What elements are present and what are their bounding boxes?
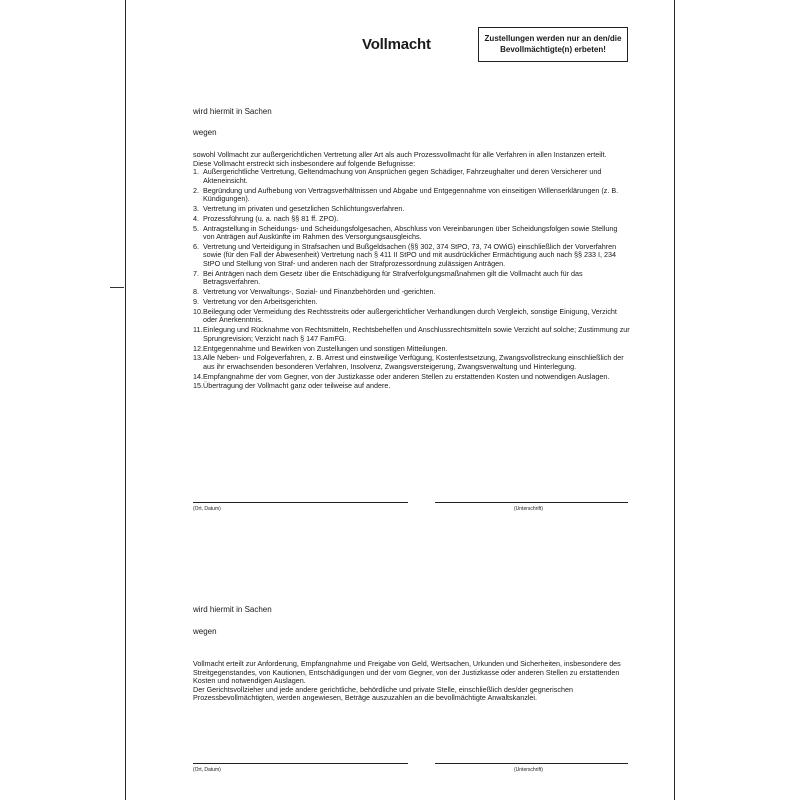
power-text: Prozessführung (u. a. nach §§ 81 ff. ZPO). bbox=[203, 213, 339, 223]
power-number: 6. bbox=[193, 241, 199, 251]
money-paragraph-1: Vollmacht erteilt zur Anforderung, Empfangnahme und Freigabe von Geld, Wertsachen, Urkunden und Sicherheiten, insbesondere des Streitgegenstandes, von Kautionen, Entschädigungen und der vom Gegner, von der Justizkasse oder anderen Stellen zu erstattenden Kosten und notwendigen Auslagen. bbox=[193, 659, 621, 686]
power-number: 12. bbox=[193, 343, 203, 353]
power-item bbox=[193, 345, 630, 354]
power-number: 4. bbox=[193, 213, 199, 223]
regarding-label: wegen bbox=[193, 128, 217, 137]
signature-line-2 bbox=[435, 763, 628, 764]
power-text: Übertragung der Vollmacht ganz oder teilweise auf andere. bbox=[203, 381, 391, 391]
regarding-label-2: wegen bbox=[193, 627, 217, 636]
power-item bbox=[193, 187, 630, 204]
power-number: 10. bbox=[193, 306, 203, 316]
power-text: Entgegennahme und Bewirken von Zustellungen und sonstigen Mitteilungen. bbox=[203, 343, 448, 353]
power-item bbox=[193, 373, 630, 382]
place-date-label: (Ort, Datum) bbox=[193, 506, 221, 512]
power-text: Begründung und Aufhebung von Vertragsverhältnissen und Abgabe und Entgegennahme von einseitigen Willenserklärungen (z. B. Kündigungen). bbox=[203, 185, 619, 204]
power-text: Empfangnahme der vom Gegner, von der Justizkasse oder anderen Stellen zu erstattenden Kosten und notwendigen Auslagen. bbox=[203, 371, 610, 381]
power-text: Vertretung vor Verwaltungs-, Sozial- und Finanzbehörden und -gerichten. bbox=[203, 287, 436, 297]
power-text: Alle Neben- und Folgeverfahren, z. B. Arrest und einstweilige Verfügung, Kostenfestsetzung, Zwangsvollstreckung einschließlich der aus ihr erwachsenden besonderen Verfahren, Insolvenz, Zwangsversteigerung, Zwangsverwaltung und Hinterlegung. bbox=[203, 353, 624, 371]
power-item bbox=[193, 270, 630, 287]
power-item bbox=[193, 288, 630, 297]
power-item bbox=[193, 225, 630, 242]
power-item bbox=[193, 382, 630, 391]
power-item bbox=[193, 215, 630, 224]
power-number: 1. bbox=[193, 167, 199, 177]
delivery-notice-box bbox=[478, 27, 628, 62]
power-number: 9. bbox=[193, 297, 199, 306]
power-item bbox=[193, 243, 630, 269]
power-text: Beilegung oder Vermeidung des Rechtsstreits oder außergerichtlicher Verhandlungen durch Vergleich, sonstige Einigung, Verzicht oder Anerkenntnis. bbox=[203, 306, 617, 325]
power-text: Bei Anträgen nach dem Gesetz über die Entschädigung für Strafverfolgungsmaßnahmen gilt die Vollmacht auch für das Betragsverfahren. bbox=[203, 268, 583, 287]
power-text: Außergerichtliche Vertretung, Geltendmachung von Ansprüchen gegen Schädiger, Fahrzeughalter und deren Versicherer und Akteneinsicht. bbox=[203, 167, 602, 185]
power-item bbox=[193, 168, 630, 185]
power-item bbox=[193, 298, 630, 307]
place-date-label-2: (Ort, Datum) bbox=[193, 767, 221, 773]
power-text: Vertretung vor den Arbeitsgerichten. bbox=[203, 297, 318, 306]
power-number: 7. bbox=[193, 268, 199, 278]
document-title: Vollmacht bbox=[362, 36, 431, 53]
power-text: Einlegung und Rücknahme von Rechtsmitteln, Rechtsbehelfen und Anschlussrechtsmitteln sowie Verzicht auf solche; Zustimmung zur Sprungrevision; Verzicht nach § 147 FamFG. bbox=[203, 325, 630, 343]
power-item bbox=[193, 354, 630, 371]
signature-label: (Unterschrift) bbox=[514, 506, 543, 512]
powers-list bbox=[193, 168, 630, 391]
power-text: Vertretung im privaten und gesetzlichen Schlichtungsverfahren. bbox=[203, 203, 405, 213]
signature-label-2: (Unterschrift) bbox=[514, 767, 543, 773]
signature-line bbox=[435, 502, 628, 503]
power-text: Vertretung und Verteidigung in Strafsachen und Bußgeldsachen (§§ 302, 374 StPO, 73, 74 OWiG) einschließlich der Vorverfahren sowie (für den Fall der Abwesenheit) Vertretung nach § 411 II StPO und mit ausdrücklicher Ermächtigung auch nach §§ 233 I, 234 StPO und Stellung von Straf- und anderen nach der Strafprozessordnung zulässigen Anträgen. bbox=[203, 241, 617, 269]
power-number: 14. bbox=[193, 371, 203, 381]
fold-mark bbox=[110, 287, 124, 288]
power-number: 11. bbox=[193, 325, 203, 335]
place-date-line bbox=[193, 502, 408, 503]
power-number: 3. bbox=[193, 203, 199, 213]
power-text: Antragstellung in Scheidungs- und Scheidungsfolgesachen, Abschluss von Vereinbarungen über Scheidungsfolgen sowie Stellung von Anträgen auf Auskünfte im Rahmen des Versorgungsausgleichs. bbox=[203, 223, 618, 242]
delivery-notice-line-2: Bevollmächtigte(n) erbeten! bbox=[500, 45, 606, 54]
power-of-attorney-text bbox=[193, 151, 630, 392]
intro-paragraph: sowohl Vollmacht zur außergerichtlichen Vertretung aller Art als auch Prozessvollmacht für alle Verfahren in allen Instanzen erteilt. bbox=[193, 150, 607, 159]
power-item bbox=[193, 326, 630, 343]
power-number: 15. bbox=[193, 381, 203, 391]
matter-label: wird hiermit in Sachen bbox=[193, 107, 272, 116]
power-number: 2. bbox=[193, 185, 199, 195]
power-number: 5. bbox=[193, 223, 199, 233]
money-paragraph-2: Der Gerichtsvollzieher und jede andere gerichtliche, behördliche und private Stelle, einschließlich des/der gegnerischen Prozessbevollmächtigten, werden angewiesen, Beträge auszuzahlen an die bevollmächtigte Anwaltskanzlei. bbox=[193, 684, 573, 703]
power-number: 8. bbox=[193, 287, 199, 297]
matter-label-2: wird hiermit in Sachen bbox=[193, 605, 272, 614]
place-date-line-2 bbox=[193, 763, 408, 764]
powers-intro: Diese Vollmacht erstreckt sich insbesondere auf folgende Befugnisse: bbox=[193, 158, 416, 168]
money-authorization-text bbox=[193, 660, 630, 703]
power-number: 13. bbox=[193, 353, 203, 363]
power-item bbox=[193, 308, 630, 325]
power-item bbox=[193, 205, 630, 214]
delivery-notice-line-1: Zustellungen werden nur an den/die bbox=[484, 34, 622, 43]
